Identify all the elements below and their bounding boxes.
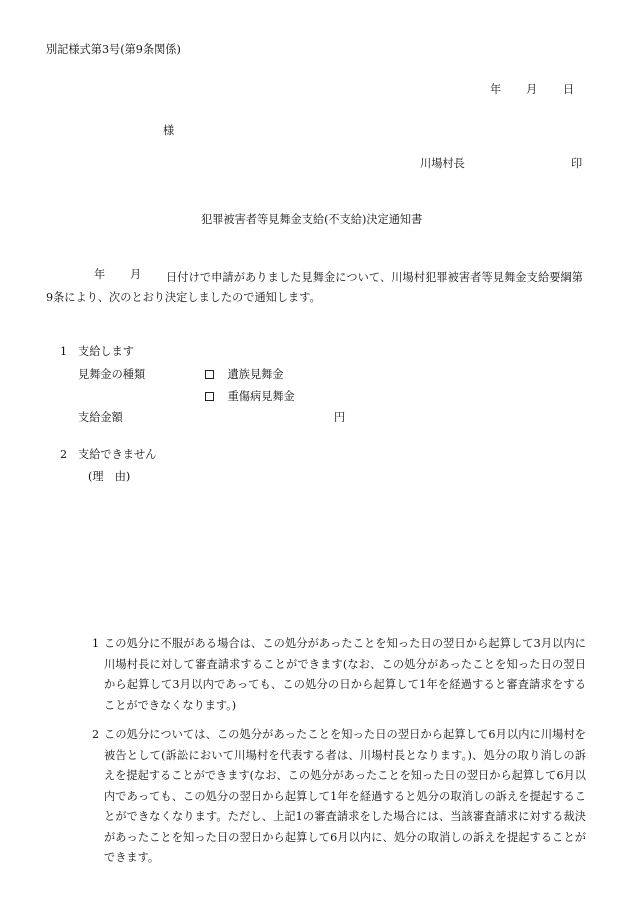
date-year-label: 年 <box>490 83 502 96</box>
section2-title: 支給できません <box>78 448 157 461</box>
seal-mark: 印 <box>571 157 583 170</box>
notice-text: この処分に不服がある場合は、この処分があったことを知った日の翌日から起算して3月以内に川場村長に対して審査請求することができます(なお、この処分があったことを知った日の翌日から起算して3月以内であっても、この処分の日から起算して1年を経過すると審査請求をすることができなくなります。) <box>104 637 586 712</box>
issuer-title: 川場村長 <box>420 157 465 170</box>
document-title: 犯罪被害者等見舞金支給(不支給)決定通知書 <box>201 213 423 226</box>
checkbox[interactable] <box>205 392 214 401</box>
intro-month-label: 月 <box>130 268 142 281</box>
amount-label: 支給金額 <box>78 411 123 424</box>
form-label: 別記様式第3号(第9条関係) <box>46 43 181 56</box>
section1-title: 支給します <box>78 345 134 358</box>
section2-number: 2 <box>60 448 68 461</box>
date-month-label: 月 <box>526 83 538 96</box>
option-label: 重傷病見舞金 <box>227 390 295 403</box>
option-label: 遺族見舞金 <box>227 368 284 381</box>
notice-text: この処分については、この処分があったことを知った日の翌日から起算して6月以内に川場村を被告として(訴訟において川場村を代表する者は、川場村長となります。)、処分の取り消しの訴えを提起することができます(なお、この処分があったことを知った日の翌日から起算して6月以内であっても、この処分の翌日から起算して1年を経過すると処分の取消しの訴えを提起することができなくなります。ただし、上記1の審査請求をした場合には、当該審査請求に対する裁決があったことを知った日の翌日から起算して6月以内に、処分の取消しの訴えを提起することができます。 <box>104 728 586 864</box>
date-day-label: 日 <box>563 83 575 96</box>
appeal-notice <box>92 634 586 716</box>
section1-number: 1 <box>60 345 68 358</box>
checkbox[interactable] <box>205 370 214 379</box>
lawsuit-notice <box>92 725 586 869</box>
option-serious-injury[interactable] <box>205 390 295 403</box>
addressee-suffix: 様 <box>163 124 175 137</box>
option-bereaved-family[interactable] <box>205 368 284 381</box>
intro-year-label: 年 <box>94 268 106 281</box>
reason-label: (理 由) <box>88 470 131 483</box>
notice-number: 2 <box>92 728 100 741</box>
amount-unit: 円 <box>334 411 346 424</box>
intro-text: 日付けで申請がありました見舞金について、川場村犯罪被害者等見舞金支給要綱第9条により、次のとおり決定しましたので通知します。 <box>46 271 583 304</box>
payment-type-label: 見舞金の種類 <box>78 368 146 381</box>
notice-number: 1 <box>92 637 100 650</box>
